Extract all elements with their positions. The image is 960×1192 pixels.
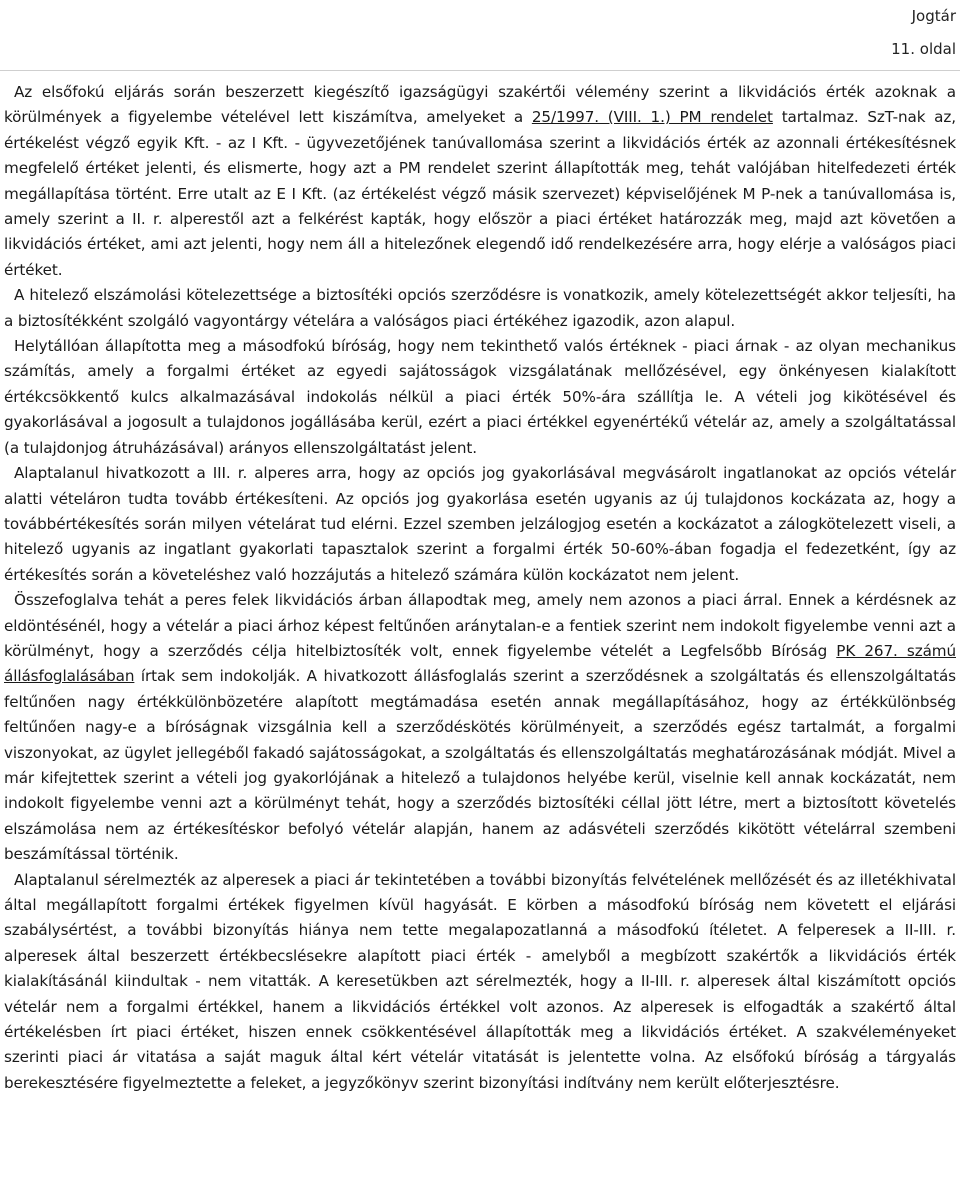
page-header: [891, 0, 956, 66]
header-divider: [0, 70, 960, 71]
paragraph-3: Helytállóan állapította meg a másodfokú bíróság, hogy nem tekinthető valós értéknek - piaci árnak - az olyan mechanikus számítás, amely a forgalmi értéket az egyedi sajátosságok vizsgálatának mellőzésével, egy önkényesen kialakított értékcsökkentő kulcs alkalmazásával indokolás nélkül a piaci érték 50%-ára szállítja le. A vételi jog kikötésével és gyakorlásával a jogosult a tulajdonos jogállásába kerül, ezért a piaci értékkel egyenértékű vételár az, amely a szolgáltatással (a tulajdonjog átruházásával) arányos ellenszolgáltatást jelent.: [4, 337, 956, 457]
pk-reference-link[interactable]: PK 267. számú állásfoglalásában: [4, 641, 956, 686]
paragraph-5: [4, 588, 956, 867]
decree-reference-link[interactable]: 25/1997. (VIII. 1.) PM rendelet: [531, 108, 773, 127]
paragraph-2: A hitelező elszámolási kötelezettsége a biztosítéki opciós szerződésre is vonatkozik, amely kötelezettségét akkor teljesíti, ha a biztosítékként szolgáló vagyontárgy vételára a valóságos piaci értékéhez igazodik, azon alapul.: [4, 286, 956, 330]
paragraph-1-text-b: tartalmaz. SzT-nak az, értékelést végző egyik Kft. - az I Kft. - ügyvezetőjének tanúvallomása szerint a likvidációs érték az azonnali értékesítésnek megfelelő értéket jelenti, és elismerte, hogy azt a PM rendelet szerint állapították meg, tehát valójában hitelfedezeti érték megállapítása történt. Erre utalt az E I Kft. (az értékelést végző másik szervezet) képviselőjének M P-nek a tanúvallomása is, amely szerint a II. r. alperestől azt a felkérést kapták, hogy először a piaci értéket határozzák meg, majd azt követően a likvidációs értéket, ami azt jelenti, hogy nem áll a hitelezőnek elegendő idő rendelkezésére arra, hogy elérje a valóságos piaci értéket.: [4, 108, 956, 279]
paragraph-1-text-a: Az elsőfokú eljárás során beszerzett kiegészítő igazságügyi szakértői vélemény szerint a likvidációs érték azoknak a körülmények a figyelembe vételével lett kiszámítva, amelyeket a: [4, 83, 956, 127]
paragraph-5-text-b: írtak sem indokolják. A hivatkozott állásfoglalás szerint a szerződésnek a szolgáltatás és ellenszolgáltatás feltűnően nagy értékkülönbözetére alapított megtámadása esetén annak megállapításához, hogy az értékkülönbség feltűnően nagy-e a bíróságnak vizsgálnia kell a szerződéskötés körülményeit, a szerződés egész tartalmát, a forgalmi viszonyokat, az ügylet jellegéből fakadó sajátosságokat, a szolgáltatás és ellenszolgáltatás meghatározásának módját. Mivel a már kifejtettek szerint a vételi jog gyakorlójának a hitelező a tulajdonos helyébe kerül, viselnie kell annak kockázatát, nem indokolt figyelembe venni azt a körülményt tehát, hogy a szerződés biztosítéki céllal jött létre, mert a biztosított követelés elszámolása nem az értékesítéskor befolyó vételár alapján, hanem az adásvételi szerződés kikötött vételárral szembeni beszámítással történik.: [4, 667, 956, 864]
document-body: [4, 80, 956, 1096]
paragraph-6: Alaptalanul sérelmezték az alperesek a piaci ár tekintetében a további bizonyítás felvételének mellőzését és az illetékhivatal által megállapított forgalmi értékek figyelmen kívül hagyását. E körben a másodfokú bíróság nem követett el eljárási szabálysértést, a további bizonyítás hiánya nem tette megalapozatlanná a másodfokú ítéletet. A felperesek a II-III. r. alperesek által beszerzett értékbecslésekre alapított piaci érték - amelyből a megbízott szakértők a likvidációs érték kialakításánál kiindultak - nem vitatták. A keresetükben azt sérelmezték, hogy a II-III. r. alperesek által kiszámított opciós vételár nem a forgalmi értékkel, hanem a likvidációs értékkel volt azonos. Az alperesek is elfogadták a szakértő által értékelésben írt piaci értéket, hiszen ennek csökkentésével állapították meg a likvidációs értéket. A szakvéleményeket szerinti piaci ár vitatása a saját maguk által kért vételár vitatását is jelentette volna. Az elsőfokú bíróság a tárgyalás berekesztésére figyelmeztette a feleket, a jegyzőkönyv szerint bizonyítási indítvány nem került előterjesztésre.: [4, 870, 956, 1092]
paragraph-4: Alaptalanul hivatkozott a III. r. alperes arra, hogy az opciós jog gyakorlásával megvásárolt ingatlanokat az opciós vételár alatti vételáron tudta tovább értékesíteni. Az opciós jog gyakorlása esetén ugyanis az új tulajdonos kockázata az, hogy a továbbértékesítés során milyen vételárat tud elérni. Ezzel szemben jelzálogjog esetén a kockázatot a zálogkötelezett viseli, a hitelező ugyanis az ingatlant gyakorlati tapasztalok szerint a forgalmi érték 50-60%-ában fogadja el fedezetként, így az értékesítés során a követeléshez való hozzájutás a hitelező számára külön kockázatot nem jelent.: [4, 464, 956, 584]
paragraph-5-text-a: Összefoglalva tehát a peres felek likvidációs árban állapodtak meg, amely nem azonos a piaci árral. Ennek a kérdésnek az eldöntésénél, hogy a vételár a piaci árhoz képest feltűnően aránytalan-e a fentiek szerint nem indokolt figyelembe venni azt a körülményt, hogy a szerződés célja hitelbiztosíték volt, ennek figyelembe vételét a Legfelsőbb Bíróság: [4, 591, 956, 660]
paragraph-1: [4, 80, 956, 283]
page-number: 11. oldal: [891, 40, 956, 58]
site-name: Jogtár: [911, 7, 956, 25]
